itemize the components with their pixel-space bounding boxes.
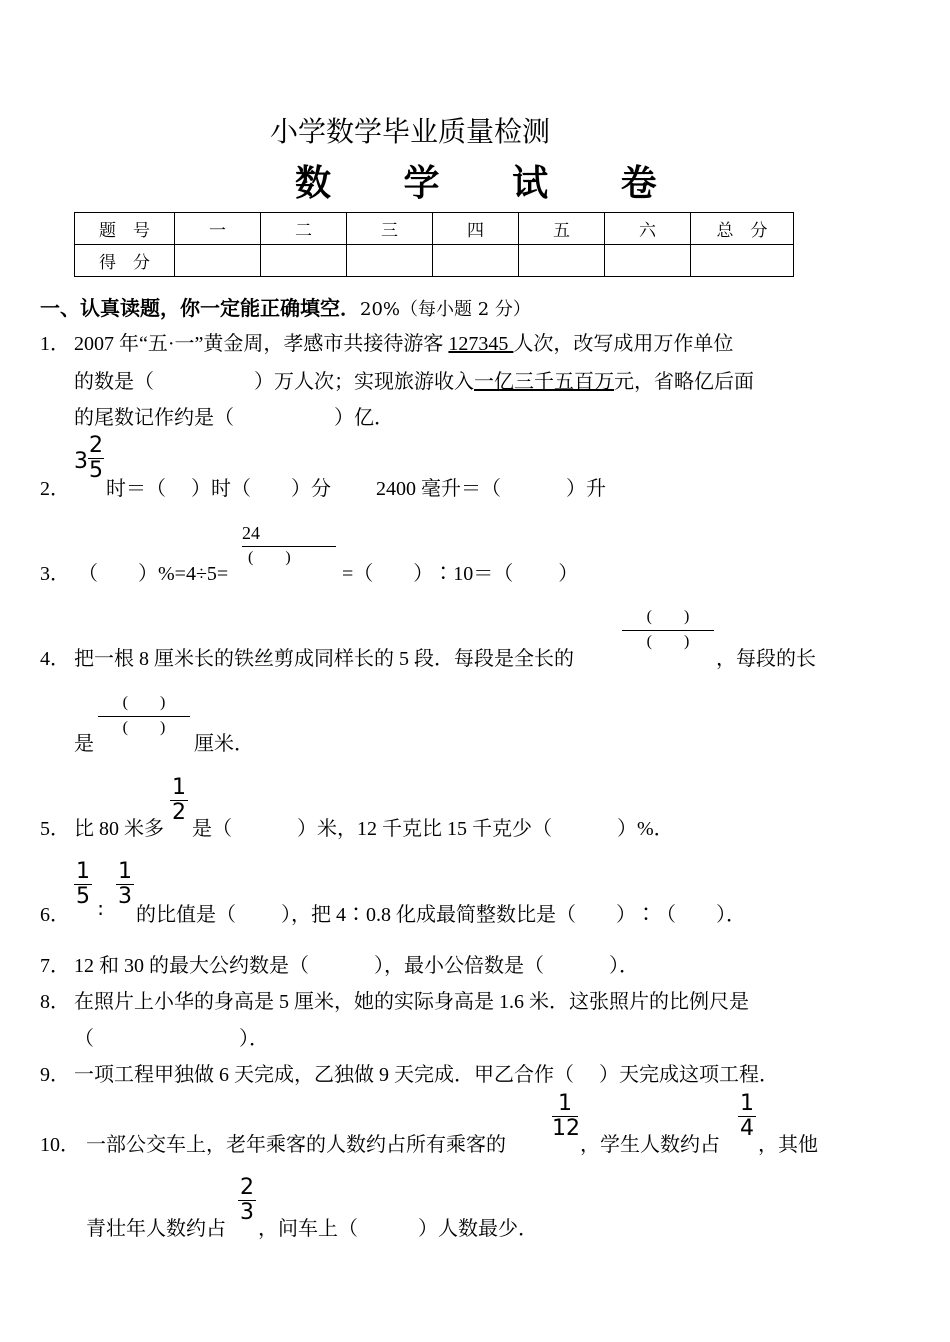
q10-fraction-1 [552, 1092, 578, 1141]
q1-line2 [74, 365, 754, 394]
q6-text: 的比值是（ ），把 4∶0.8 化成最简整数比是（ ）∶（ ）． [136, 904, 746, 926]
fraction-denominator: 3 [118, 884, 132, 909]
fraction-numerator: 2 [240, 1175, 254, 1200]
score-header-cell: 二 [261, 213, 347, 245]
fraction-numerator: 1 [558, 1091, 572, 1116]
q4-text-b: ，每段的长 [716, 648, 816, 670]
q1-text: 人次，改写成用万作单位 [513, 333, 734, 355]
q1-text: 2007 年“五·一”黄金周，孝感市共接待游客 [74, 333, 449, 355]
q5-text-b: 是（ ）米，12 千克比 15 千克少（ ）%． [192, 818, 674, 840]
page-title: 数 学 试 卷 [295, 162, 687, 204]
q6-fraction-2 [116, 860, 134, 909]
score-table-header-row [75, 213, 794, 245]
q2-number: 2． [40, 478, 70, 500]
q3-text-a: （ ）%=4÷5= [78, 563, 229, 585]
score-table [74, 212, 794, 277]
score-header-cell: 三 [347, 213, 433, 245]
fraction-denominator: ( ) [122, 719, 166, 736]
q5-number: 5． [40, 818, 70, 840]
q1-underlined-amount: 一亿三千五百万 [474, 371, 614, 393]
q8-line1: 在照片上小华的身高是 5 厘米，她的实际身高是 1.6 米．这张照片的比例尺是 [74, 991, 749, 1013]
fraction-numerator: 24 [242, 523, 260, 543]
q4-fraction-1 [622, 604, 714, 653]
q1-text: 的数是（ ）万人次；实现旅游收入 [74, 371, 474, 393]
q4-number: 4． [40, 648, 70, 670]
q4-fraction-2 [98, 690, 190, 739]
fraction-denominator: 5 [89, 458, 103, 483]
q10-text-a: 一部公交车上，老年乘客的人数约占所有乘客的 [86, 1134, 506, 1156]
q4-text-d: 厘米． [194, 733, 254, 755]
q5-fraction [170, 776, 188, 825]
q8-line2: （ ）． [74, 1028, 269, 1050]
q5-text-a: 比 80 米多 [74, 818, 164, 840]
q9-text: 一项工程甲独做 6 天完成，乙独做 9 天完成．甲乙合作（ ）天完成这项工程． [74, 1064, 779, 1086]
fraction-denominator: 3 [240, 1200, 254, 1225]
q10-number: 10． [40, 1134, 80, 1156]
q10-text-c: ，其他 [758, 1134, 818, 1156]
q1-number: 1． [40, 333, 70, 355]
score-header-cell: 六 [605, 213, 691, 245]
score-cell[interactable] [433, 245, 519, 277]
q2-fraction [88, 434, 104, 483]
section-heading [40, 292, 531, 321]
q3-text-b: =（ ）∶10＝（ ） [342, 563, 579, 585]
score-cell[interactable] [175, 245, 261, 277]
q8-number: 8． [40, 991, 70, 1013]
section-title: 一、认真读题，你一定能正确填空． [40, 296, 360, 320]
q10-text-b: ，学生人数约占 [580, 1134, 720, 1156]
fraction-numerator: 1 [118, 859, 132, 884]
fraction-numerator: ( ) [122, 694, 166, 711]
q9-number: 9． [40, 1064, 70, 1086]
q2-whole: 3 [74, 449, 88, 474]
score-cell[interactable] [261, 245, 347, 277]
fraction-denominator: 5 [76, 884, 90, 909]
q1-line3: 的尾数记作约是（ ）亿． [74, 407, 394, 429]
score-header-cell: 一 [175, 213, 261, 245]
q6-number: 6． [40, 904, 70, 926]
fraction-denominator: 12 [552, 1116, 580, 1141]
score-table-score-row [75, 245, 794, 277]
q6-colon: ∶ [98, 900, 104, 922]
score-header-cell: 四 [433, 213, 519, 245]
score-header-cell: 五 [519, 213, 605, 245]
fraction-numerator: 2 [89, 433, 103, 458]
score-cell[interactable] [347, 245, 433, 277]
subtitle: 小学数学毕业质量检测 [270, 115, 551, 148]
fraction-denominator: ( ) [248, 549, 291, 566]
fraction-numerator: ( ) [646, 608, 690, 625]
q7-text: 12 和 30 的最大公约数是（ ），最小公倍数是（ ）． [74, 955, 639, 977]
q1-underlined-number: 127345 [448, 333, 514, 355]
score-cell[interactable] [605, 245, 691, 277]
q10-fraction-2 [738, 1092, 756, 1141]
fraction-denominator: ( ) [646, 633, 690, 650]
q2-text: 时＝（ ）时（ ）分 2400 毫升＝（ ）升 [106, 478, 606, 500]
score-row-label: 得 分 [75, 245, 175, 277]
fraction-numerator: 1 [172, 775, 186, 800]
q10-text-d: 青壮年人数约占 [86, 1218, 226, 1240]
fraction-denominator: 4 [740, 1116, 754, 1141]
q4-text-c: 是 [74, 733, 94, 755]
q6-fraction-1 [74, 860, 92, 909]
q3-fraction [242, 520, 336, 569]
q1-line1 [74, 327, 733, 356]
q1-text: 元，省略亿后面 [614, 371, 754, 393]
q10-text-e: ，问车上（ ）人数最少． [258, 1218, 538, 1240]
fraction-numerator: 1 [740, 1091, 754, 1116]
q10-fraction-3 [238, 1176, 256, 1225]
q3-number: 3． [40, 563, 70, 585]
q4-text-a: 把一根 8 厘米长的铁丝剪成同样长的 5 段．每段是全长的 [74, 648, 574, 670]
section-points: 20%（每小题 2 分） [360, 299, 531, 320]
score-header-cell: 总 分 [691, 213, 794, 245]
fraction-numerator: 1 [76, 859, 90, 884]
fraction-denominator: 2 [172, 800, 186, 825]
score-cell[interactable] [519, 245, 605, 277]
q7-number: 7． [40, 955, 70, 977]
score-header-cell: 题 号 [75, 213, 175, 245]
score-cell[interactable] [691, 245, 794, 277]
